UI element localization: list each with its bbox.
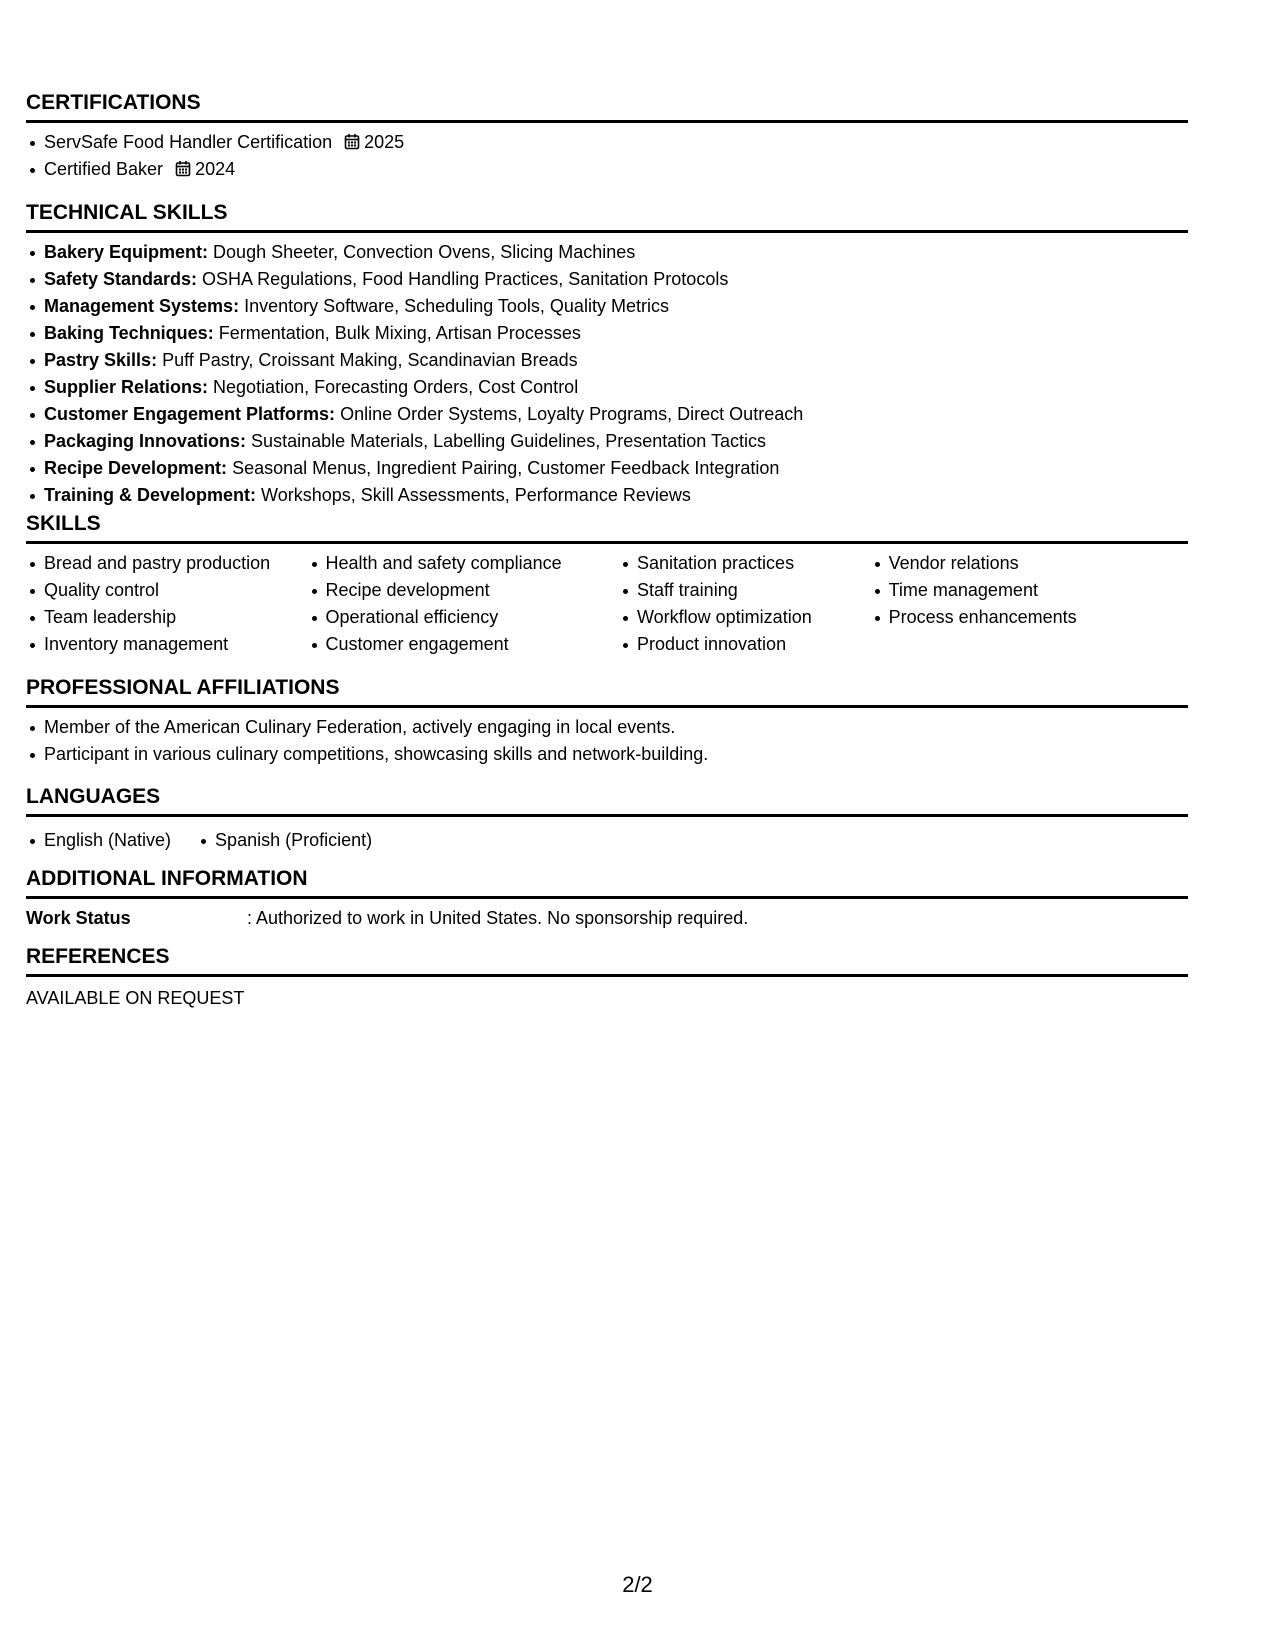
- skills-column: [308, 550, 619, 658]
- technical-skills-section: [26, 200, 1188, 509]
- language-item: English (Native): [44, 827, 171, 854]
- list-item: Workflow optimization: [637, 604, 871, 631]
- list-item: Inventory management: [44, 631, 308, 658]
- list-item: [44, 347, 1188, 374]
- section-title-technical-skills: TECHNICAL SKILLS: [26, 200, 1188, 233]
- references-text: AVAILABLE ON REQUEST: [26, 988, 245, 1008]
- list-item: Quality control: [44, 577, 308, 604]
- references-section: [26, 944, 1188, 1012]
- list-item: [44, 482, 1188, 509]
- skill-category-label: Pastry Skills:: [44, 350, 158, 370]
- calendar-icon: [175, 158, 191, 185]
- skills-grid: [26, 550, 1188, 658]
- skills-column: [619, 550, 871, 658]
- list-item: Staff training: [637, 577, 871, 604]
- list-item: Time management: [889, 577, 1188, 604]
- section-title-skills: SKILLS: [26, 511, 1188, 544]
- skill-category-value: Fermentation, Bulk Mixing, Artisan Processes: [213, 323, 581, 343]
- certifications-list: [26, 129, 1188, 183]
- skill-category-label: Bakery Equipment:: [44, 242, 209, 262]
- list-item: [44, 293, 1188, 320]
- list-item: Bread and pastry production: [44, 550, 308, 577]
- skill-category-label: Training & Development:: [44, 485, 257, 505]
- skill-category-label: Recipe Development:: [44, 458, 228, 478]
- certification-year: 2024: [195, 159, 236, 179]
- list-item: [44, 374, 1188, 401]
- skill-category-value: OSHA Regulations, Food Handling Practices, Sanitation Protocols: [197, 269, 729, 289]
- skill-category-value: Puff Pastry, Croissant Making, Scandinavian Breads: [157, 350, 578, 370]
- certification-name: Certified Baker: [44, 159, 164, 179]
- list-item: [44, 401, 1188, 428]
- list-item: Health and safety compliance: [326, 550, 619, 577]
- list-item: [44, 239, 1188, 266]
- certification-year: 2025: [364, 132, 405, 152]
- list-item: [44, 156, 1188, 183]
- languages-section: [26, 784, 1188, 854]
- list-item: Operational efficiency: [326, 604, 619, 631]
- additional-info-section: [26, 866, 1188, 932]
- list-item: Recipe development: [326, 577, 619, 604]
- section-title-certifications: CERTIFICATIONS: [26, 90, 1188, 123]
- list-item: Member of the American Culinary Federation, actively engaging in local events.: [44, 714, 1188, 741]
- skill-category-value: Workshops, Skill Assessments, Performance Reviews: [256, 485, 691, 505]
- work-status-row: [26, 905, 1188, 932]
- skill-category-value: Online Order Systems, Loyalty Programs, Direct Outreach: [335, 404, 804, 424]
- section-title-additional-info: ADDITIONAL INFORMATION: [26, 866, 1188, 899]
- list-item: Team leadership: [44, 604, 308, 631]
- technical-skills-list: [26, 239, 1188, 509]
- skill-category-value: Negotiation, Forecasting Orders, Cost Control: [208, 377, 579, 397]
- skill-category-label: Customer Engagement Platforms:: [44, 404, 336, 424]
- skills-column: [871, 550, 1188, 658]
- skill-category-label: Management Systems:: [44, 296, 240, 316]
- list-item: Vendor relations: [889, 550, 1188, 577]
- certifications-section: [26, 90, 1188, 183]
- section-title-affiliations: PROFESSIONAL AFFILIATIONS: [26, 675, 1188, 708]
- work-status-label: Work Status: [26, 908, 131, 928]
- language-item: Spanish (Proficient): [215, 827, 372, 854]
- skill-category-value: Sustainable Materials, Labelling Guidelines, Presentation Tactics: [246, 431, 767, 451]
- skill-category-label: Baking Techniques:: [44, 323, 214, 343]
- section-title-languages: LANGUAGES: [26, 784, 1188, 817]
- skill-category-label: Safety Standards:: [44, 269, 198, 289]
- calendar-icon: [344, 131, 360, 158]
- list-item: [44, 129, 1188, 156]
- skill-category-value: Dough Sheeter, Convection Ovens, Slicing Machines: [208, 242, 636, 262]
- skill-category-label: Supplier Relations:: [44, 377, 209, 397]
- list-item: Customer engagement: [326, 631, 619, 658]
- work-status-value: : Authorized to work in United States. No sponsorship required.: [247, 908, 749, 928]
- list-item: Product innovation: [637, 631, 871, 658]
- list-item: [44, 455, 1188, 482]
- list-item: Participant in various culinary competitions, showcasing skills and network-building.: [44, 741, 1188, 768]
- certification-name: ServSafe Food Handler Certification: [44, 132, 333, 152]
- list-item: [44, 266, 1188, 293]
- skill-category-label: Packaging Innovations:: [44, 431, 247, 451]
- skills-section: [26, 511, 1188, 658]
- list-item: [44, 428, 1188, 455]
- languages-list: [26, 827, 1188, 854]
- section-title-references: REFERENCES: [26, 944, 1188, 977]
- affiliations-list: [26, 714, 1188, 768]
- skills-column: [26, 550, 308, 658]
- list-item: Sanitation practices: [637, 550, 871, 577]
- skill-category-value: Seasonal Menus, Ingredient Pairing, Customer Feedback Integration: [227, 458, 780, 478]
- skill-category-value: Inventory Software, Scheduling Tools, Quality Metrics: [239, 296, 669, 316]
- list-item: [44, 320, 1188, 347]
- affiliations-section: [26, 675, 1188, 768]
- page-number: 2/2: [622, 1572, 653, 1597]
- list-item: Process enhancements: [889, 604, 1188, 631]
